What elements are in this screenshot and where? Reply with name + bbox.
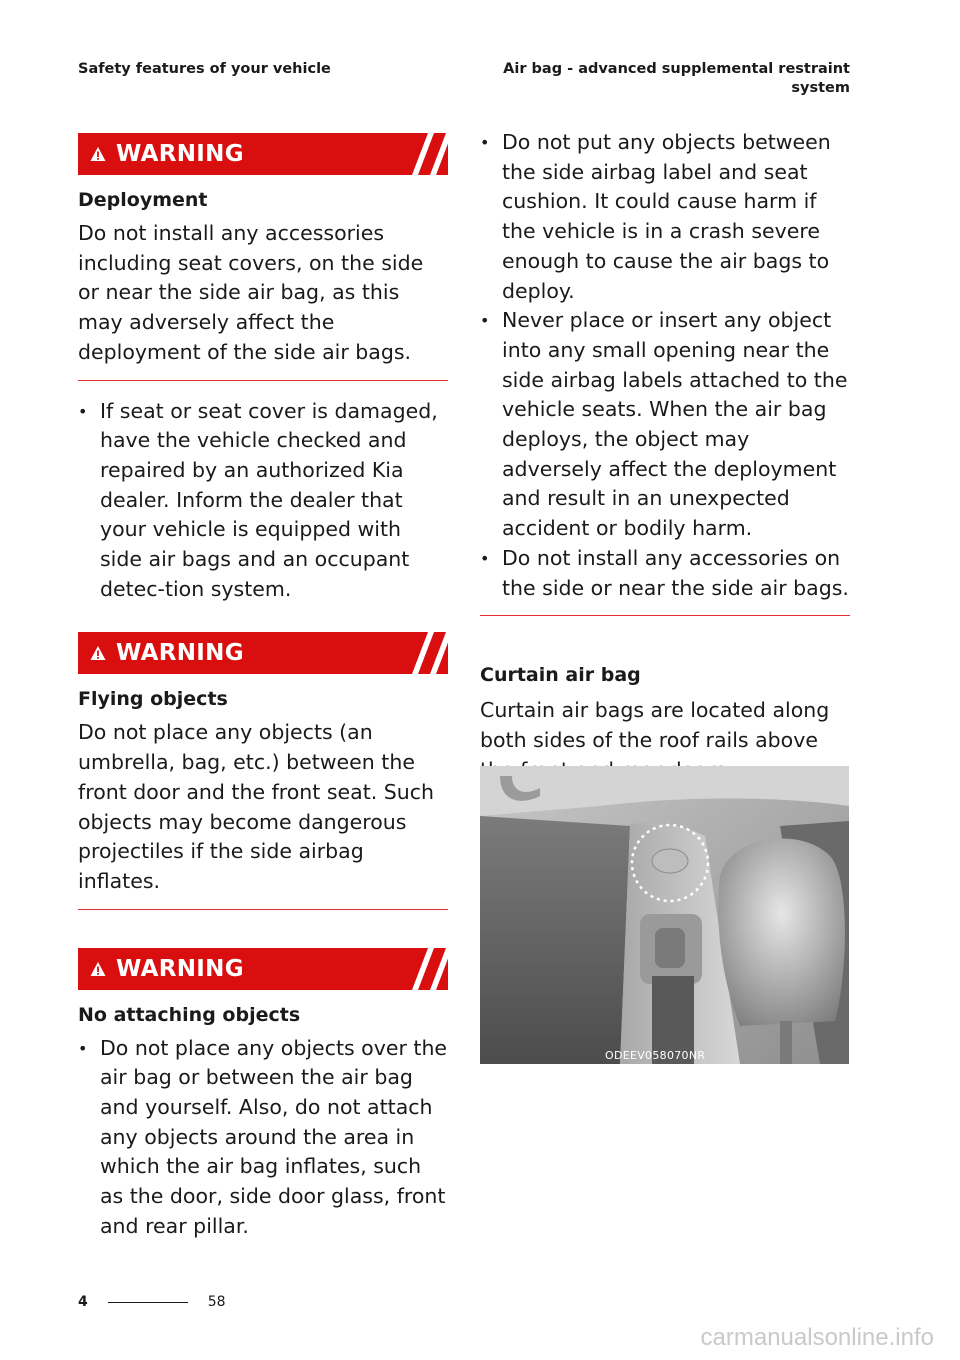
page-number: 58 (207, 1294, 226, 1310)
right-column (480, 128, 850, 785)
running-header-right-line2: system (791, 80, 850, 96)
image-code: ODEEV058070NR (605, 1049, 706, 1062)
curtain-airbag-illustration (480, 766, 849, 1064)
chapter-number: 4 (78, 1294, 88, 1310)
footer-divider (108, 1302, 188, 1303)
bullet-list (480, 128, 850, 603)
warning-subtitle: Deployment (78, 189, 208, 211)
warning-banner (78, 133, 448, 175)
page-footer (78, 1294, 226, 1310)
warning-slash-decoration (382, 632, 448, 674)
warning-text: Do not install any accessories including seat covers, on the side or near the side air bag, as this may adversely affect the deployment of the side air bags. (78, 221, 424, 364)
running-header-right-line1: Air bag - advanced supplemental restraint (503, 61, 850, 77)
list-item: • Do not place any objects over the air bag or between the air bag and yourself. Also, do not attach any objects around the area in which the air bag inflates, such as the door, side door glass, front and rear pillar. (78, 1034, 448, 1242)
warning-subtitle: No attaching objects (78, 1003, 301, 1026)
car-interior-illustration (480, 766, 849, 1064)
list-item: • Do not install any accessories on the side or near the side air bags. (480, 544, 850, 603)
warning-triangle-icon (90, 961, 106, 977)
list-item: • Do not put any objects between the side airbag label and seat cushion. It could cause harm if the vehicle is in a crash severe enough to cause the air bags to deploy. (480, 128, 850, 306)
running-header-left: Safety features of your vehicle (78, 61, 331, 77)
warning-text: Do not place any objects (an umbrella, bag, etc.) between the front door and the front seat. Such objects may become dangerous projectiles if the side airbag inflates. (78, 720, 435, 893)
left-column (78, 133, 448, 1242)
list-item: • Never place or insert any object into any small opening near the side airbag labels attached to the vehicle seats. When the air bag deploys, the object may adversely affect the deployment and result in an unexpected accident or bodily harm. (480, 306, 850, 544)
list-item: • If seat or seat cover is damaged, have the vehicle checked and repaired by an authorized Kia dealer. Inform the dealer that your vehicle is equipped with side air bags and an occupant detec-tion system. (78, 397, 448, 605)
warning-subtitle: Flying objects (78, 688, 228, 711)
section-divider (480, 615, 850, 616)
section-text: Curtain air bags are located along both sides of the roof rails above (480, 698, 830, 752)
warning-label: WARNING (116, 955, 244, 982)
watermark: carmanualsonline.info (700, 1324, 934, 1351)
warning-triangle-icon (90, 645, 106, 661)
warning-banner (78, 948, 448, 990)
warning-banner (78, 632, 448, 674)
warning-label: WARNING (116, 141, 244, 167)
warning-triangle-icon (90, 146, 106, 162)
warning-slash-decoration (382, 133, 448, 175)
bullet-list (78, 397, 448, 605)
bullet-list (78, 1034, 448, 1242)
warning-slash-decoration (382, 948, 448, 990)
section-title: Curtain air bag (480, 664, 641, 687)
running-header-right (470, 60, 850, 98)
section-divider (78, 380, 448, 381)
section-divider (78, 909, 448, 910)
warning-label: WARNING (116, 640, 244, 667)
